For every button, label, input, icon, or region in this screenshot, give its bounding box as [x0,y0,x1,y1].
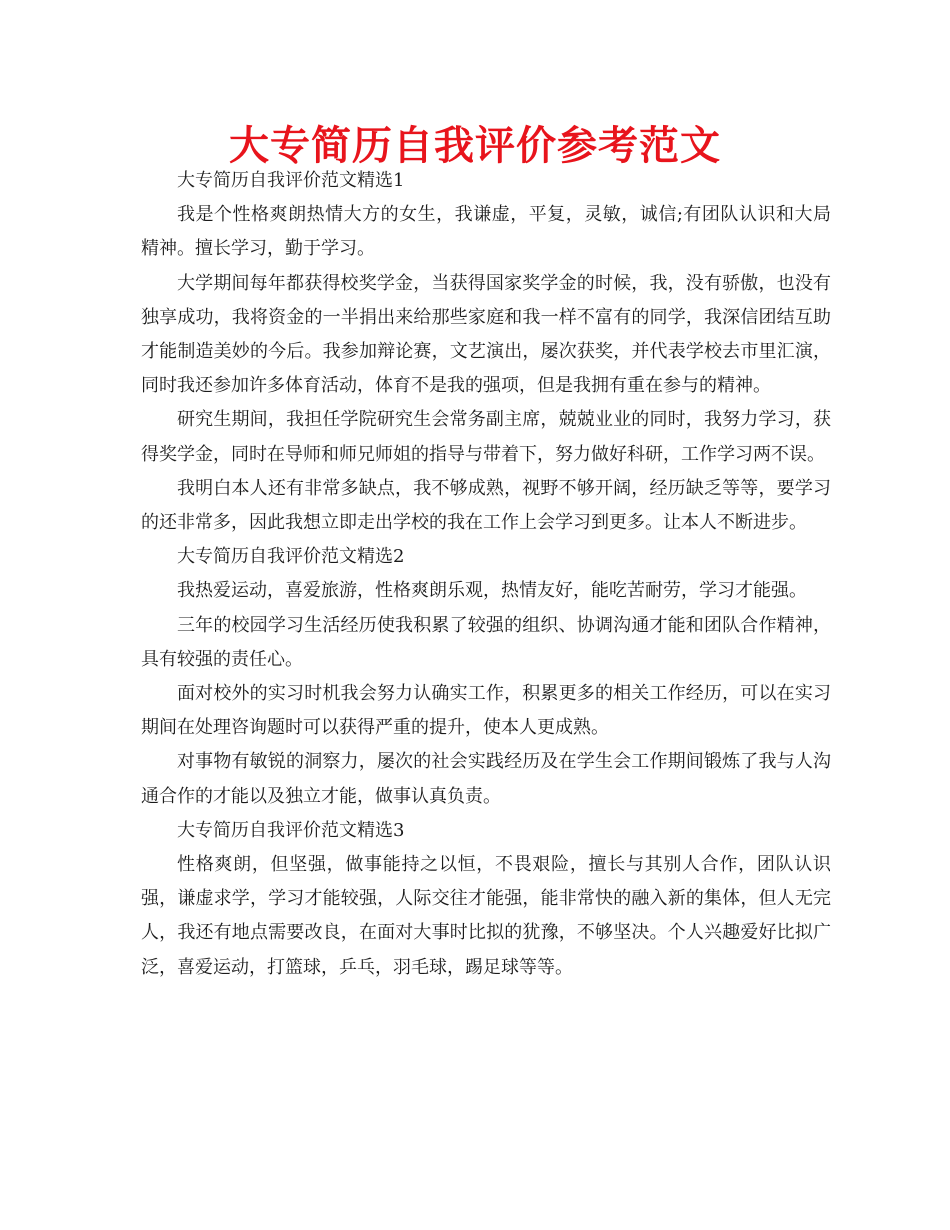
body-paragraph: 大学期间每年都获得校奖学金，当获得国家奖学金的时候，我，没有骄傲，也没有独享成功，我将资金的一半捐出来给那些家庭和我一样不富有的同学，我深信团结互助才能制造美妙的今后。我参加辩论赛，文艺演出，屡次获奖，并代表学校去市里汇演，同时我还参加许多体育活动，体育不是我的强项，但是我拥有重在参与的精神。 [141,272,831,397]
section-heading-3: 大专简历自我评价范文精选3 [177,819,405,841]
body-paragraph: 我明白本人还有非常多缺点，我不够成熟，视野不够开阔，经历缺乏等等，要学习的还非常多，因此我想立即走出学校的我在工作上会学习到更多。让本人不断进步。 [141,477,831,534]
section-heading-1: 大专简历自我评价范文精选1 [177,170,405,191]
section-heading-2: 大专简历自我评价范文精选2 [177,546,405,568]
body-paragraph: 面对校外的实习时机我会努力认确实工作，积累更多的相关工作经历，可以在实习期间在处理咨询题时可以获得严重的提升，使本人更成熟。 [141,683,831,739]
document-title: 大专简历自我评价参考范文 [229,123,721,169]
body-paragraph: 性格爽朗，但坚强，做事能持之以恒，不畏艰险，擅长与其别人合作，团队认识强，谦虚求学，学习才能较强，人际交往才能强，能非常快的融入新的集体，但人无完人，我还有地点需要改良，在面对大事时比拟的犹豫，不够坚决。个人兴趣爱好比拟广泛，喜爱运动，打篮球，乒乓，羽毛球，踢足球等等。 [141,854,831,978]
body-paragraph: 我是个性格爽朗热情大方的女生，我谦虚，平复，灵敏，诚信;有团队认识和大局精神。擅长学习，勤于学习。 [141,204,831,260]
body-paragraph: 研究生期间，我担任学院研究生会常务副主席，兢兢业业的同时，我努力学习，获得奖学金，同时在导师和师兄师姐的指导与带着下，努力做好科研，工作学习两不误。 [141,409,831,465]
document-body [141,164,831,985]
body-paragraph: 三年的校园学习生活经历使我积累了较强的组织、协调沟通才能和团队合作精神，具有较强的责任心。 [141,614,831,670]
body-paragraph: 我热爱运动，喜爱旅游，性格爽朗乐观，热情友好，能吃苦耐劳，学习才能强。 [177,580,807,602]
body-paragraph: 对事物有敏锐的洞察力，屡次的社会实践经历及在学生会工作期间锻炼了我与人沟通合作的才能以及独立才能，做事认真负责。 [141,751,831,807]
